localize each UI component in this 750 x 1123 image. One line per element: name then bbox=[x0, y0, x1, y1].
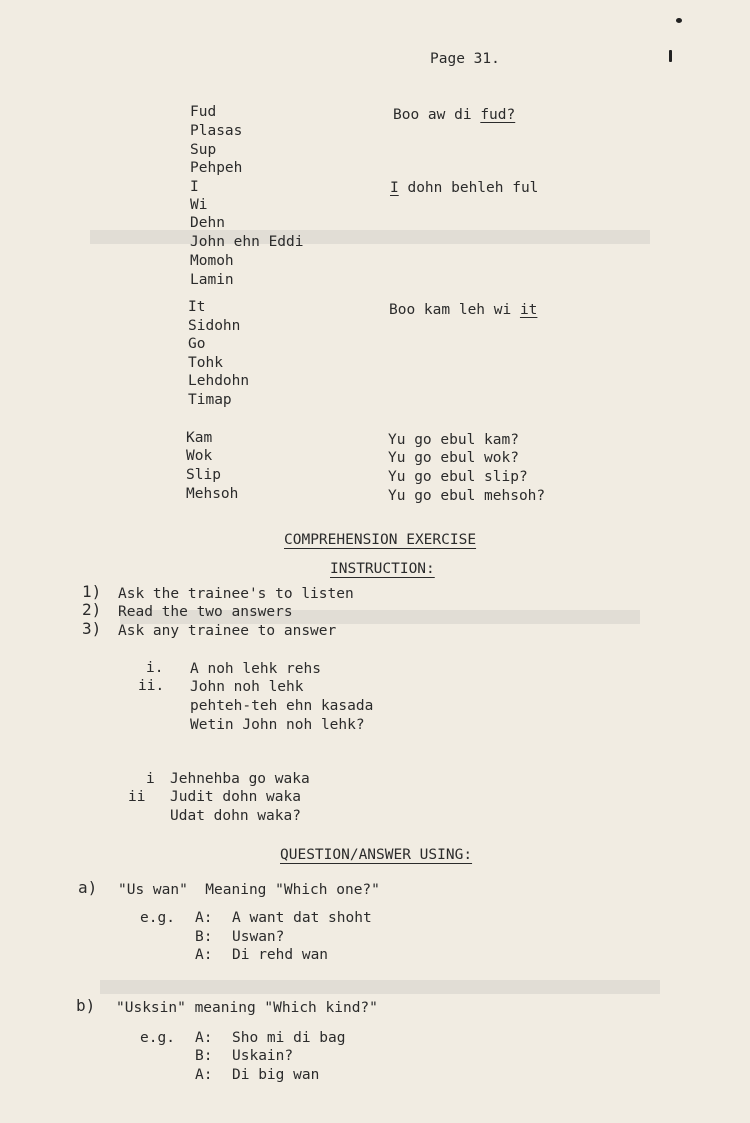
ink-speck bbox=[669, 50, 672, 62]
dialogue-line: Uskain? bbox=[232, 1048, 294, 1064]
word-item: Go bbox=[188, 336, 206, 352]
speaker-label: A: bbox=[195, 1067, 213, 1083]
word-item: Pehpeh bbox=[190, 160, 243, 176]
example-label: e.g. bbox=[140, 910, 175, 926]
word-item: It bbox=[188, 299, 206, 315]
phrase-text: dohn behleh ful bbox=[398, 180, 539, 196]
answer-question: Udat dohn waka? bbox=[170, 808, 301, 824]
page-number: Page 31. bbox=[430, 51, 500, 67]
model-phrase: Yu go ebul kam? bbox=[388, 432, 519, 448]
answer-number: ii bbox=[128, 789, 146, 805]
model-phrase: Yu go ebul mehsoh? bbox=[388, 488, 546, 504]
answer-text: pehteh-teh ehn kasada bbox=[190, 698, 374, 714]
dialogue-line: Sho mi di bag bbox=[232, 1030, 346, 1046]
word-item: Fud bbox=[190, 104, 217, 120]
step-text: Ask the trainee's to listen bbox=[118, 586, 354, 602]
word-item: Wi bbox=[190, 197, 208, 213]
dialogue-line: Di big wan bbox=[232, 1067, 320, 1083]
model-phrase bbox=[390, 179, 538, 197]
step-text: Read the two answers bbox=[118, 604, 293, 620]
step-number: 1) bbox=[82, 582, 102, 601]
word-item: Dehn bbox=[190, 215, 225, 231]
bleed-through-shadow bbox=[90, 230, 650, 244]
speaker-label: B: bbox=[195, 1048, 213, 1064]
word-item: Lamin bbox=[190, 272, 234, 288]
model-phrase bbox=[389, 301, 537, 319]
word-item: Tohk bbox=[188, 355, 223, 371]
word-item: Plasas bbox=[190, 123, 243, 139]
word-item: Lehdohn bbox=[188, 373, 250, 389]
speaker-label: B: bbox=[195, 929, 213, 945]
model-phrase: Yu go ebul slip? bbox=[388, 469, 528, 485]
dialogue-line: Di rehd wan bbox=[232, 947, 329, 963]
answer-text: John noh lehk bbox=[190, 679, 304, 695]
word-item: Sup bbox=[190, 142, 217, 158]
bleed-through-shadow bbox=[100, 980, 660, 994]
speaker-label: A: bbox=[195, 910, 213, 926]
dialogue-line: A want dat shoht bbox=[232, 910, 372, 926]
answer-text: Judit dohn waka bbox=[170, 789, 301, 805]
instruction-heading: INSTRUCTION: bbox=[330, 561, 435, 577]
word-item: Slip bbox=[186, 467, 221, 483]
underlined-word: I bbox=[390, 180, 399, 196]
item-label: a) bbox=[78, 878, 98, 897]
word-item: Wok bbox=[186, 448, 213, 464]
dialogue-line: Uswan? bbox=[232, 929, 285, 945]
answer-number: ii. bbox=[138, 678, 165, 694]
answer-number: i. bbox=[146, 660, 164, 676]
word-item: Momoh bbox=[190, 253, 234, 269]
word-item: Sidohn bbox=[188, 318, 241, 334]
section-title: COMPREHENSION EXERCISE bbox=[284, 532, 477, 548]
underlined-word: it bbox=[519, 302, 538, 318]
phrase-text: Boo kam leh wi bbox=[389, 302, 520, 318]
step-number: 3) bbox=[82, 619, 102, 638]
model-phrase bbox=[393, 106, 515, 124]
model-phrase: Yu go ebul wok? bbox=[388, 450, 519, 466]
answer-text: Jehnehba go waka bbox=[170, 771, 310, 787]
word-item: Kam bbox=[186, 430, 213, 446]
word-item: John ehn Eddi bbox=[190, 234, 304, 250]
step-text: Ask any trainee to answer bbox=[118, 623, 337, 639]
answer-number: i bbox=[146, 771, 155, 787]
word-item: Timap bbox=[188, 392, 232, 408]
example-label: e.g. bbox=[140, 1030, 175, 1046]
speaker-label: A: bbox=[195, 947, 213, 963]
underlined-word: fud? bbox=[480, 107, 516, 123]
item-text: "Usksin" meaning "Which kind?" bbox=[116, 1000, 378, 1016]
answer-question: Wetin John noh lehk? bbox=[190, 717, 365, 733]
word-item: I bbox=[190, 179, 199, 195]
step-number: 2) bbox=[82, 600, 102, 619]
section-title: QUESTION/ANSWER USING: bbox=[280, 847, 473, 863]
ink-speck bbox=[676, 18, 682, 23]
item-text: "Us wan" Meaning "Which one?" bbox=[118, 882, 380, 898]
phrase-text: Boo aw di bbox=[393, 107, 481, 123]
item-label: b) bbox=[76, 996, 96, 1015]
word-item: Mehsoh bbox=[186, 486, 239, 502]
speaker-label: A: bbox=[195, 1030, 213, 1046]
answer-text: A noh lehk rehs bbox=[190, 661, 321, 677]
